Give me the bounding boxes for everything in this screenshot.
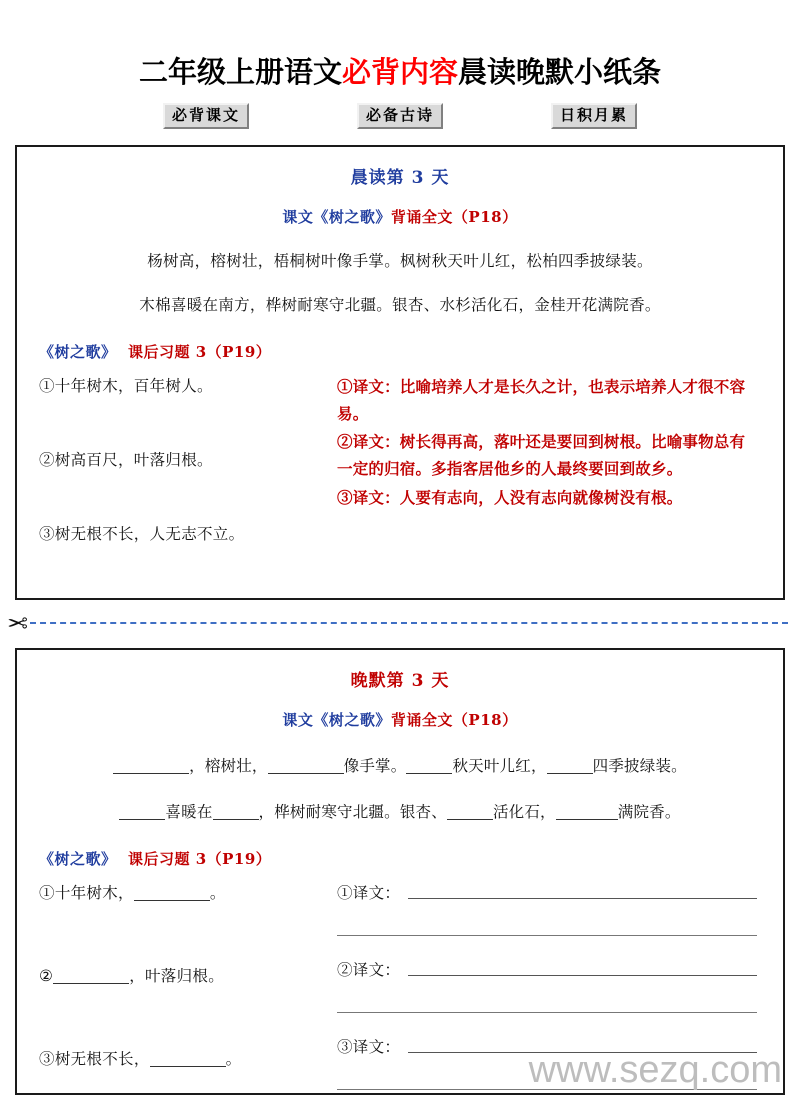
evening-question-3-before: 树无根不长， — [54, 1049, 150, 1068]
poem-seg-1-2: 像手掌。 — [343, 757, 407, 775]
evening-subtitle-text-title: 课文《树之歌》 — [282, 711, 391, 729]
evening-answer-3-label: ③译文： — [337, 1038, 401, 1056]
evening-poem-blank-line-1 — [17, 754, 783, 776]
poem-blank-2-4[interactable] — [556, 819, 618, 820]
poem-seg-1-1: ，榕树壮， — [189, 757, 268, 775]
evening-exercise-title: 《树之歌》 — [39, 850, 117, 868]
evening-answer-block-2 — [337, 958, 757, 1013]
evening-question-2-num: ② — [39, 966, 54, 985]
evening-answer-block-3 — [337, 1035, 757, 1090]
evening-question-3-after: 。 — [225, 1049, 242, 1068]
evening-question-3 — [39, 1047, 337, 1072]
morning-exercise-heading — [39, 341, 783, 362]
evening-answer-3-rule-2[interactable] — [337, 1089, 757, 1090]
evening-answer-1-rule-2[interactable] — [337, 935, 757, 936]
poem-seg-1-3: 秋天叶儿红， — [452, 757, 547, 775]
evening-question-2-blank[interactable] — [53, 983, 129, 984]
evening-answer-2-rule-2[interactable] — [337, 1012, 757, 1013]
evening-answer-3-rule-1[interactable] — [408, 1052, 757, 1053]
morning-poem-line-2: 木棉喜暖在南方，桦树耐寒守北疆。银杏、水杉活化石，金桂开花满院香。 — [139, 296, 661, 314]
tag-button-daily-accumulation[interactable]: 日积月累 — [551, 103, 637, 129]
morning-translation-3: ③译文：人要有志向，人没有志向就像树没有根。 — [337, 487, 683, 507]
morning-question-1: ①十年树木，百年树人。 — [39, 377, 213, 395]
page-title-suffix: 晨读晚默小纸条 — [458, 55, 662, 89]
page-title-prefix: 二年级上册语文 — [138, 55, 342, 89]
morning-poem-line-1: 杨树高，榕树壮，梧桐树叶像手掌。枫树秋天叶儿红，松柏四季披绿装。 — [147, 252, 653, 270]
evening-exercise-label: 课后习题 3（P19） — [127, 850, 272, 868]
scissors-icon: ✂ — [7, 608, 28, 638]
poem-seg-2-4: 满院香。 — [617, 803, 681, 821]
evening-qa-grid — [17, 881, 783, 1090]
morning-qa-grid — [17, 374, 783, 546]
morning-questions-column — [17, 374, 337, 546]
evening-card-heading: 晚默第 3 天 — [350, 671, 450, 691]
evening-subtitle-instruction: 背诵全文（P18） — [390, 711, 518, 729]
poem-blank-2-3[interactable] — [447, 819, 493, 820]
evening-question-3-blank[interactable] — [150, 1066, 226, 1067]
evening-answer-2-label: ②译文： — [337, 961, 401, 979]
evening-answer-1-rule-1[interactable] — [408, 898, 757, 899]
evening-question-1-before: 十年树木， — [54, 884, 134, 902]
morning-question-2: ②树高百尺，叶落归根。 — [39, 450, 213, 469]
evening-answer-3-head — [337, 1035, 757, 1057]
evening-question-3-num: ③ — [39, 1049, 55, 1068]
morning-subtitle-instruction: 背诵全文（P18） — [390, 208, 518, 226]
cut-dashed-line — [30, 622, 788, 624]
page-title — [0, 0, 800, 89]
poem-blank-1-2[interactable] — [268, 773, 344, 774]
poem-blank-1-4[interactable] — [547, 773, 593, 774]
evening-poem-blank-line-2 — [17, 800, 783, 822]
evening-question-1-num: ① — [39, 884, 55, 902]
evening-answer-2-rule-1[interactable] — [408, 975, 757, 976]
page-title-accent: 必背内容 — [341, 55, 458, 89]
poem-seg-2-1: 喜暖在 — [165, 803, 213, 821]
morning-card-subtitle — [17, 206, 783, 227]
poem-blank-2-1[interactable] — [119, 819, 165, 820]
poem-blank-1-3[interactable] — [406, 773, 452, 774]
cut-line-row — [0, 608, 800, 638]
poem-seg-2-2: ，桦树耐寒守北疆。银杏、 — [258, 803, 447, 821]
evening-question-1-after: 。 — [209, 884, 226, 902]
evening-answer-block-1 — [337, 881, 757, 936]
evening-dictation-card — [15, 648, 785, 1095]
morning-question-3: ③树无根不长，人无志不立。 — [39, 524, 245, 543]
morning-exercise-title: 《树之歌》 — [39, 343, 117, 361]
evening-card-subtitle — [17, 709, 783, 730]
poem-seg-2-3: 活化石， — [492, 803, 556, 821]
morning-reading-card — [15, 145, 785, 600]
evening-answer-1-label: ①译文： — [337, 884, 401, 902]
evening-answer-2-head — [337, 958, 757, 980]
morning-exercise-label: 课后习题 3（P19） — [127, 343, 272, 361]
evening-exercise-heading — [39, 848, 783, 869]
evening-question-1 — [39, 881, 337, 906]
morning-translation-2: ②译文：树长得再高，落叶还是要回到树根。比喻事物总有一定的归宿。多指客居他乡的人最终要回到故乡。 — [337, 432, 746, 478]
poem-blank-2-2[interactable] — [213, 819, 259, 820]
tag-button-required-poems[interactable]: 必备古诗 — [357, 103, 443, 129]
poem-blank-1-1[interactable] — [113, 773, 189, 774]
poem-seg-1-4: 四季披绿装。 — [592, 757, 687, 775]
morning-translation-1: ①译文：比喻培养人才是长久之计，也表示培养人才很不容易。 — [337, 377, 746, 423]
evening-question-2 — [39, 964, 337, 989]
evening-questions-column — [17, 881, 337, 1090]
evening-answers-column — [337, 881, 783, 1090]
morning-card-heading: 晨读第 3 天 — [350, 168, 450, 188]
tag-row — [0, 103, 800, 129]
evening-question-1-blank[interactable] — [134, 900, 210, 901]
tag-button-required-text[interactable]: 必背课文 — [163, 103, 249, 129]
morning-subtitle-text-title: 课文《树之歌》 — [282, 208, 391, 226]
evening-question-2-after: ，叶落归根。 — [129, 966, 225, 985]
morning-translations-column — [337, 374, 783, 546]
watermark: www.sezq.com — [528, 1049, 782, 1091]
evening-answer-1-head — [337, 881, 757, 903]
